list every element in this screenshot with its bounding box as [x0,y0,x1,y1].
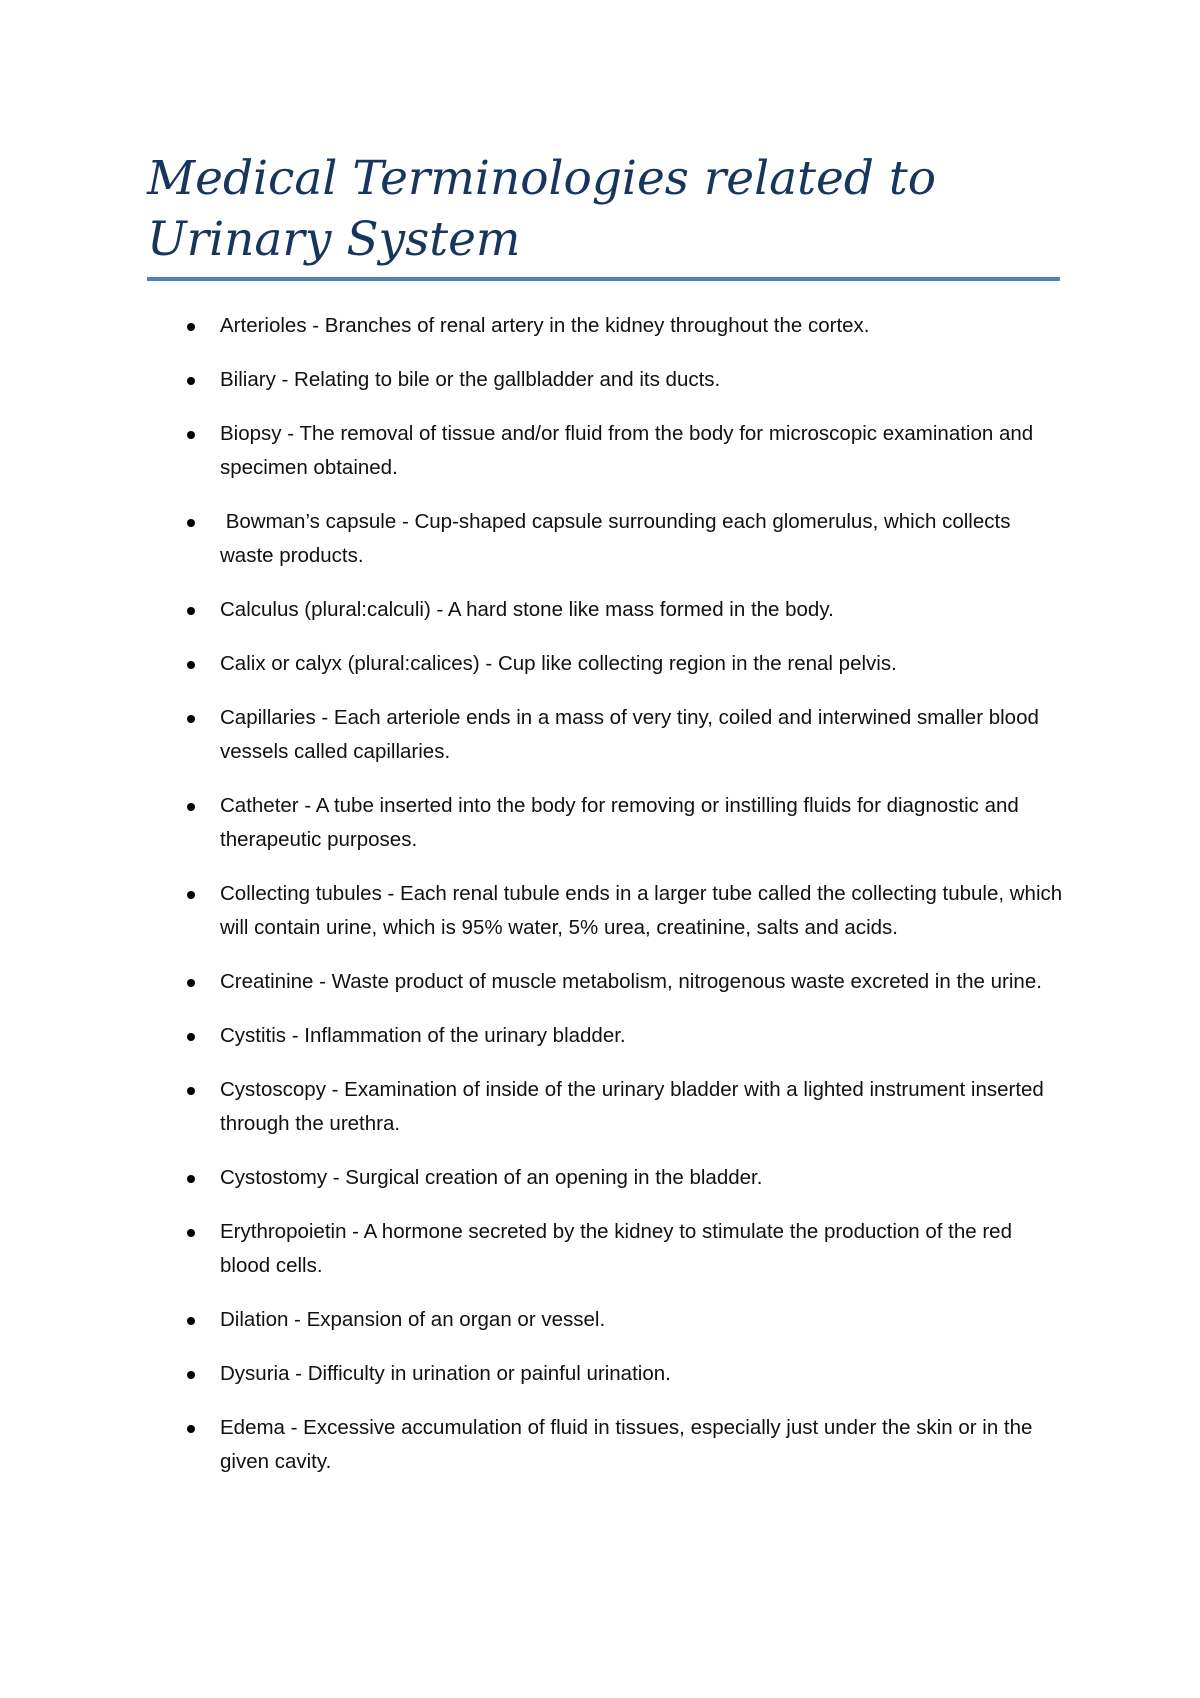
term-text: Calix or calyx (plural:calices) - Cup like collecting region in the renal pelvis. [220,652,897,675]
list-item [147,701,1067,769]
bullet-icon [187,323,195,331]
term-list [147,309,1067,1499]
list-item [147,363,1067,397]
term-text: Cystoscopy - Examination of inside of the urinary bladder with a lighted instrument inserted through the urethra. [220,1078,1044,1135]
term-text: Dilation - Expansion of an organ or vessel. [220,1308,606,1331]
bullet-icon [187,715,195,723]
bullet-icon [187,1371,195,1379]
bullet-icon [187,803,195,811]
bullet-icon [187,1425,195,1433]
title-underline [147,277,1060,281]
term-text: Cystostomy - Surgical creation of an opening in the bladder. [220,1166,763,1189]
term-text: Bowman’s capsule - Cup-shaped capsule surrounding each glomerulus, which collects waste products. [220,510,1017,567]
list-item [147,505,1067,573]
term-text: Arterioles - Branches of renal artery in the kidney throughout the cortex. [220,314,870,337]
term-text: Erythropoietin - A hormone secreted by the kidney to stimulate the production of the red blood cells. [220,1220,1012,1277]
bullet-icon [187,661,195,669]
list-item [147,647,1067,681]
term-text: Capillaries - Each arteriole ends in a mass of very tiny, coiled and interwined smaller blood vessels called capillaries. [220,706,1039,763]
list-item [147,593,1067,627]
bullet-icon [187,1033,195,1041]
list-item [147,1161,1067,1195]
term-text: Catheter - A tube inserted into the body for removing or instilling fluids for diagnostic and therapeutic purposes. [220,794,1019,851]
list-item [147,877,1067,945]
bullet-icon [187,377,195,385]
bullet-icon [187,891,195,899]
bullet-icon [187,1087,195,1095]
term-text: Collecting tubules - Each renal tubule ends in a larger tube called the collecting tubule, which will contain urine, which is 95% water, 5% urea, creatinine, salts and acids. [220,882,1063,939]
list-item [147,1411,1067,1479]
term-text: Edema - Excessive accumulation of fluid in tissues, especially just under the skin or in the given cavity. [220,1416,1033,1473]
list-item [147,789,1067,857]
term-text: Calculus (plural:calculi) - A hard stone like mass formed in the body. [220,598,834,621]
bullet-icon [187,1317,195,1325]
list-item [147,1303,1067,1337]
bullet-icon [187,431,195,439]
list-item [147,309,1067,343]
term-text: Biliary - Relating to bile or the gallbladder and its ducts. [220,368,721,391]
term-text: Biopsy - The removal of tissue and/or fluid from the body for microscopic examination and specimen obtained. [220,422,1034,479]
term-text: Dysuria - Difficulty in urination or painful urination. [220,1362,671,1385]
list-item [147,1073,1067,1141]
term-text: Cystitis - Inflammation of the urinary bladder. [220,1024,626,1047]
list-item [147,965,1067,999]
list-item [147,1019,1067,1053]
bullet-icon [187,979,195,987]
bullet-icon [187,607,195,615]
list-item [147,1357,1067,1391]
term-text: Creatinine - Waste product of muscle metabolism, nitrogenous waste excreted in the urine. [220,970,1042,993]
page-title: Medical Terminologies related to Urinary System [147,151,937,267]
list-item [147,417,1067,485]
list-item [147,1215,1067,1283]
bullet-icon [187,1175,195,1183]
bullet-icon [187,519,195,527]
bullet-icon [187,1229,195,1237]
